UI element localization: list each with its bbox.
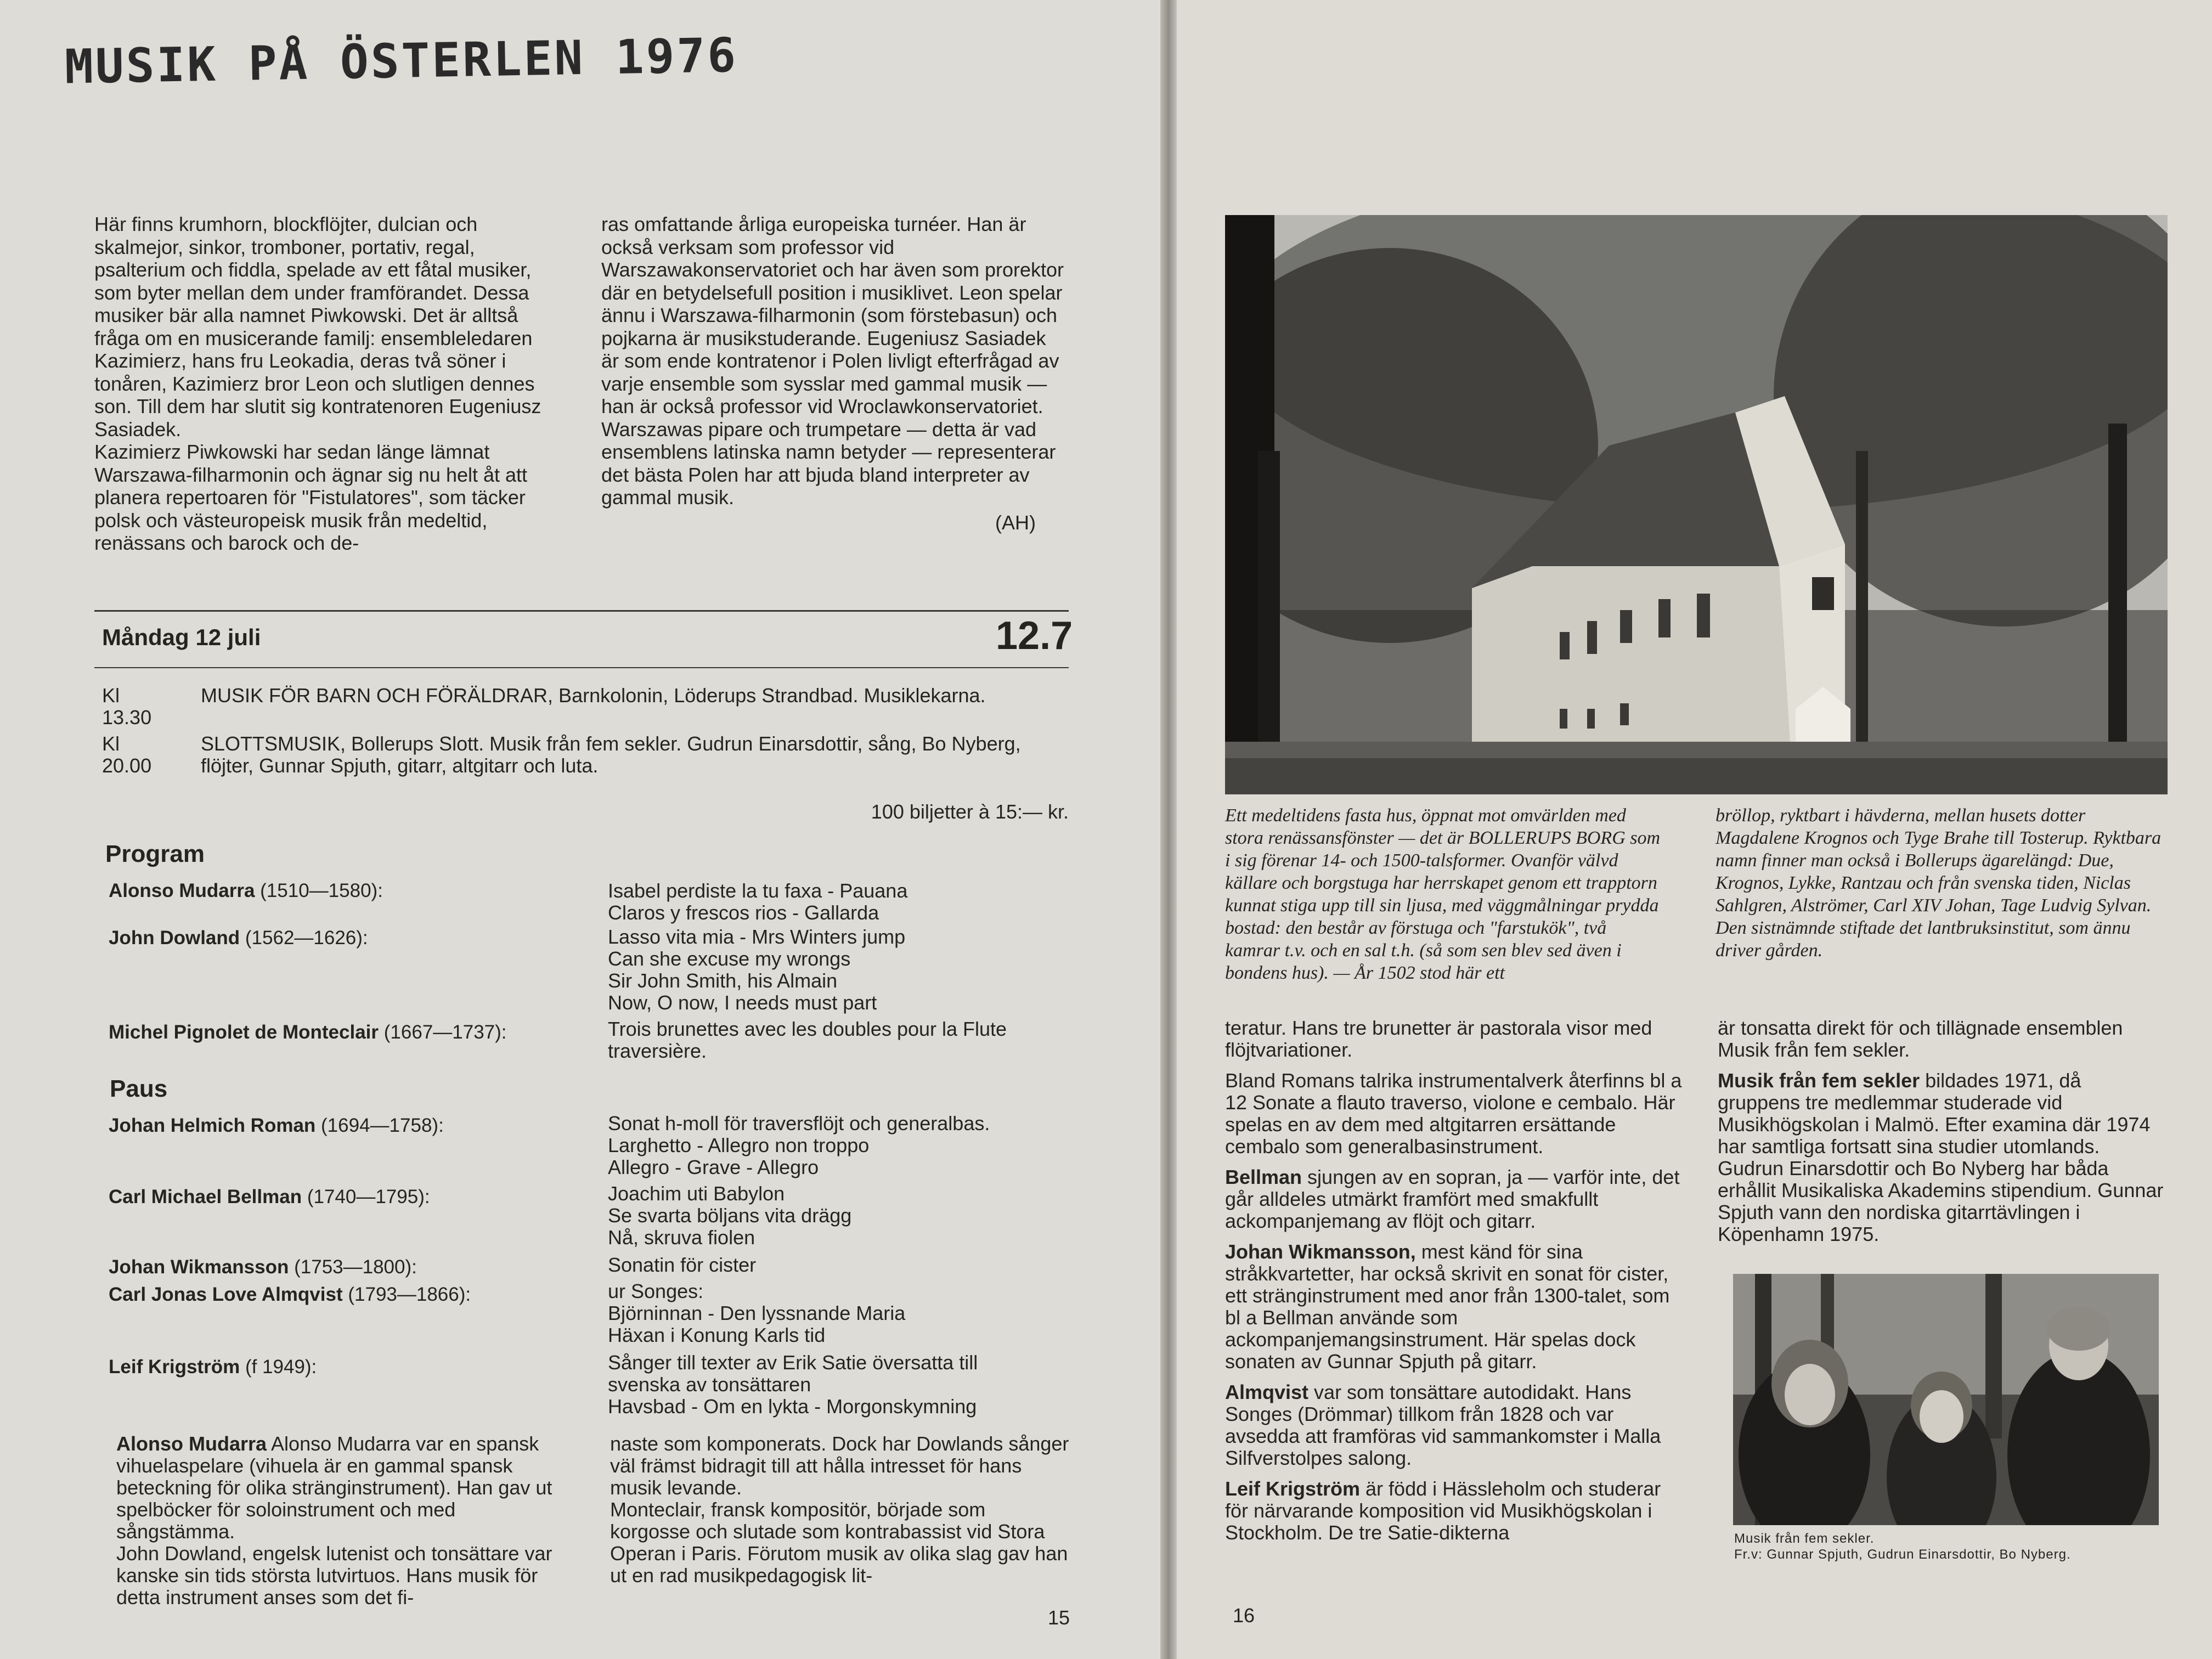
- event-description: SLOTTSMUSIK, Bollerups Slott. Musik från fem sekler. Gudrun Einarsdottir, sång, Bo Nyberg, flöjter, Gunnar Spjuth, gitarr, altgitarr och luta.: [201, 732, 1021, 777]
- composer-years: (1740—1795):: [307, 1186, 430, 1207]
- paragraph-lead: Almqvist: [1225, 1381, 1309, 1403]
- page-number: 15: [1048, 1606, 1070, 1629]
- note-paragraph: Monteclair, fransk kompositör, började som korgosse och slutade som kontrabassist vid Stora Operan i Paris. Förutom musik av olika slag gav han ut en rad musikpedagogisk lit-: [610, 1498, 1068, 1587]
- work-title: Nå, skruva fiolen: [608, 1226, 755, 1249]
- works-list: [608, 1352, 1080, 1418]
- composer-entry: [109, 1186, 430, 1208]
- castle-photo: [1225, 215, 2168, 794]
- composer-name: Alonso Mudarra: [109, 880, 255, 901]
- intro-paragraph: Kazimierz Piwkowski har sedan länge lämnat Warszawa-filharmonin och ägnar sig nu helt åt att planera repertoaren för "Fistulatores", som täcker polsk och västeuropeisk musik från medeltid, renässans och barock och de-: [94, 441, 528, 554]
- paragraph-text: var som tonsättare autodidakt. Hans Songes (Drömmar) tillkom från 1828 och var avsedda att framföras vid sammankomster i Malla Silfverstolpes salong.: [1225, 1381, 1661, 1469]
- works-list: [608, 1254, 1080, 1276]
- composer-entry: [109, 1356, 317, 1378]
- work-title: Lasso vita mia - Mrs Winters jump: [608, 926, 906, 948]
- works-list: [608, 1113, 1080, 1178]
- body-paragraph: [1225, 1381, 1684, 1469]
- work-title: Sonatin för cister: [608, 1254, 757, 1276]
- caption-line: Musik från fem sekler.: [1734, 1531, 1875, 1546]
- work-title: Now, O now, I needs must part: [608, 991, 877, 1014]
- work-title: Joachim uti Babylon: [608, 1182, 785, 1205]
- section-divider: [94, 610, 1069, 612]
- work-title: Havsbad - Om en lykta - Morgonskymning: [608, 1395, 977, 1418]
- paragraph-text: bildades 1971, då gruppens tre medlemmar studerade vid Musikhögskolan i Malmö. Efter examina där 1974 har samtliga fortsatt sina studier utomlands. Gudrun Einarsdottir och Bo Nyberg har båda erhållit Musikaliska Akademins stipendium. Gunnar Spjuth vann den nordiska gitarrtävlingen i Köpenhamn 1975.: [1718, 1069, 2164, 1245]
- paragraph-lead: Leif Krigström: [1225, 1477, 1361, 1500]
- work-title: Larghetto - Allegro non troppo: [608, 1134, 870, 1156]
- right-page: [1177, 0, 2212, 1659]
- composer-years: (1694—1758):: [321, 1115, 444, 1136]
- body-paragraph: [1225, 1166, 1684, 1232]
- notes-column-1: [116, 1433, 572, 1609]
- composer-entry: [109, 1115, 444, 1137]
- works-list: [608, 880, 1080, 924]
- composer-years: (1562—1626):: [245, 927, 368, 949]
- intro-paragraph: ras omfattande årliga europeiska turnéer. Han är också verksam som professor vid Warszawakonservatoriet och har även som prorektor där en betydelsefull position i musiklivet. Leon spelar ännu i Warszawa-filharmonin (som förstebasun) och pojkarna är musikstuderande. Eugeniusz Sasiadek är som ende kontratenor i Polen livligt efterfrågad av varje ensemble som sysslar med gammal musik — han är också professor vid Wroclawkonservatoriet.: [601, 213, 1064, 417]
- paragraph-text: sjungen av en sopran, ja — varför inte, det går alldeles utmärkt framfört med smakfullt ackompanjemang av flöjt och gitarr.: [1225, 1166, 1680, 1232]
- paragraph-text: mest känd för sina stråkkvartetter, har också skrivit en sonat för cister, ett stränginstrument med anor från 1300-talet, som bl a Bellman använde som ackompanjemangsinstrument. Här spelas dock sonaten av Gunnar Spjuth på gitarr.: [1225, 1240, 1670, 1373]
- composer-entry: [109, 927, 368, 949]
- paragraph-text: är tonsatta direkt för och tillägnade ensemblen Musik från fem sekler.: [1718, 1017, 2123, 1061]
- work-title: Allegro - Grave - Allegro: [608, 1156, 819, 1178]
- intro-paragraph: Warszawas pipare och trumpetare — detta är vad ensemblens latinska namn betyder — representerar det bästa Polen har att bjuda bland interpreter av gammal musik.: [601, 417, 1056, 509]
- page-number: 16: [1233, 1604, 1255, 1627]
- works-list: [608, 926, 1080, 1014]
- work-title: Trois brunettes avec les doubles pour la Flute: [608, 1018, 1007, 1040]
- note-paragraph: [116, 1433, 572, 1543]
- program-heading: Program: [105, 840, 205, 867]
- work-title: Häxan i Konung Karls tid: [608, 1324, 826, 1346]
- ensemble-photo-image: [1733, 1274, 2159, 1525]
- work-title: Sånger till texter av Erik Satie översatta till: [608, 1351, 978, 1374]
- note-lead: Alonso Mudarra: [116, 1432, 267, 1455]
- body-paragraph: [1225, 1070, 1684, 1158]
- work-title: traversière.: [608, 1040, 707, 1062]
- composer-name: Johan Wikmansson: [109, 1256, 289, 1278]
- note-text: Alonso Mudarra var en spansk vihuelaspelare (vihuela är en gammal spansk beteckning för olika stränginstrument). Han gav ut spelböcker för soloinstrument och med sångstämma.: [116, 1432, 552, 1543]
- composer-years: (1510—1580):: [260, 880, 383, 901]
- text-column-2: [1718, 1017, 2165, 1245]
- paragraph-text: är född i Hässleholm och studerar för närvarande komposition vid Musikhögskolan i Stockholm. De tre Satie-dikterna: [1225, 1477, 1661, 1544]
- composer-entry: [109, 1256, 417, 1278]
- paragraph-lead: Johan Wikmansson,: [1225, 1240, 1416, 1263]
- paragraph-text: teratur. Hans tre brunetter är pastorala visor med flöjtvariationer.: [1225, 1017, 1652, 1061]
- works-list: [608, 1280, 1080, 1346]
- event-time: Kl 20.00: [102, 732, 152, 777]
- ensemble-photo: [1733, 1274, 2159, 1525]
- composer-name: Carl Michael Bellman: [109, 1186, 302, 1207]
- work-title: Sonat h-moll för traversflöjt och generalbas.: [608, 1112, 990, 1135]
- work-title: Se svarta böljans vita drägg: [608, 1204, 852, 1227]
- handwritten-title: MUSIK PÅ ÖSTERLEN 1976: [64, 28, 738, 95]
- work-title: Isabel perdiste la tu faxa - Pauana: [608, 879, 908, 902]
- intro-paragraph: Här finns krumhorn, blockflöjter, dulcian och skalmejor, sinkor, tromboner, portativ, regal, psalterium och fiddla, spelade av ett fåtal musiker, som byter mellan dem under framförandet. Dessa musiker bär alla namnet Piwkowski. Det är alltså fråga om en musicerande familj: ensembleledaren Kazimierz, hans fru Leokadia, deras två söner i tonåren, Kazimierz bror Leon och slutligen dennes son. Till dem har slutit sig kontratenoren Eugeniusz Sasiadek.: [94, 213, 541, 441]
- composer-years: (1793—1866):: [348, 1284, 471, 1305]
- body-paragraph: [1225, 1478, 1684, 1544]
- paragraph-lead: Musik från fem sekler: [1718, 1069, 1920, 1092]
- note-paragraph: naste som komponerats. Dock har Dowlands sånger väl främst bidragit till att hålla intresset för hans musik levande.: [610, 1432, 1069, 1499]
- pause-heading: Paus: [110, 1075, 168, 1102]
- book-spine: [1160, 0, 1177, 1659]
- composer-name: Carl Jonas Love Almqvist: [109, 1284, 343, 1305]
- paragraph-lead: Bellman: [1225, 1166, 1302, 1188]
- work-title: Claros y frescos rios - Gallarda: [608, 901, 879, 924]
- event-description: MUSIK FÖR BARN OCH FÖRÄLDRAR, Barnkolonin, Löderups Strandbad. Musiklekarna.: [201, 684, 986, 707]
- work-title: Björninnan - Den lyssnande Maria: [608, 1302, 906, 1324]
- ticket-info: 100 biljetter à 15:— kr.: [871, 800, 1069, 823]
- composer-entry: [109, 1022, 507, 1043]
- event-date-number: 12.7: [996, 614, 1073, 658]
- photo-caption-column-1: Ett medeltidens fasta hus, öppnat mot omvärlden med stora renässansfönster — det är BOLLERUPS BORG som i sig förenar 14- och 1500-talsformer. Ovanför välvd källare och borgstuga har herrskapet genom ett trapptorn kunnat stiga upp till sin ljusa, med väggmålningar prydda bostad: den består av förstuga och "farstukök", två kamrar t.v. och en sal t.h. (så som sen blev sed även i bondens hus). — År 1502 stod här ett: [1225, 805, 1661, 983]
- author-signature: (AH): [995, 511, 1036, 534]
- body-paragraph: [1718, 1017, 2165, 1061]
- body-paragraph: [1225, 1241, 1684, 1373]
- paragraph-text: Bland Romans talrika instrumentalverk återfinns bl a 12 Sonate a flauto traverso, violone e cembalo. Här spelas en av dem med altgitarren ersättande cembalo som generalbasinstrument.: [1225, 1069, 1682, 1158]
- work-title: Sir John Smith, his Almain: [608, 969, 838, 992]
- composer-years: (1667—1737):: [383, 1022, 507, 1043]
- work-title: Can she excuse my wrongs: [608, 947, 851, 970]
- event-time: Kl 13.30: [102, 684, 152, 729]
- composer-entry: [109, 880, 383, 902]
- castle-photo-image: [1225, 215, 2168, 794]
- composer-name: Leif Krigström: [109, 1356, 240, 1378]
- ensemble-photo-caption: [1734, 1531, 2162, 1562]
- composer-entry: [109, 1284, 471, 1306]
- intro-column-1: [94, 213, 567, 555]
- work-title: svenska av tonsättaren: [608, 1373, 811, 1396]
- notes-column-2: [610, 1433, 1071, 1587]
- text-column-1: [1225, 1017, 1684, 1544]
- works-list: [608, 1183, 1080, 1249]
- intro-column-2: [601, 213, 1069, 534]
- section-divider: [94, 667, 1069, 668]
- event-date-label: Måndag 12 juli: [102, 624, 261, 650]
- caption-line: Fr.v: Gunnar Spjuth, Gudrun Einarsdottir, Bo Nyberg.: [1734, 1547, 2071, 1562]
- photo-caption-column-2: bröllop, ryktbart i hävderna, mellan husets dotter Magdalene Krognos och Tyge Brahe till Tosterup. Ryktbara namn finner man också i Bollerups ägarelängd: Due, Krognos, Lykke, Rantzau och från svenska tiden, Niclas Sahlgren, Alströmer, Carl XIV Johan, Tage Ludvig Sylvan. Den sistnämnde stiftade det lantbruksinstitut, som ännu driver gården.: [1716, 805, 2162, 961]
- note-paragraph: John Dowland, engelsk lutenist och tonsättare var kanske sin tids största lutvirtuos. Hans musik för detta instrument anses som det fi-: [116, 1542, 552, 1609]
- body-paragraph: [1718, 1070, 2165, 1245]
- composer-years: (1753—1800):: [294, 1256, 417, 1278]
- work-title: ur Songes:: [608, 1280, 704, 1302]
- body-paragraph: [1225, 1017, 1684, 1061]
- composer-name: Michel Pignolet de Monteclair: [109, 1022, 379, 1043]
- composer-years: (f 1949):: [245, 1356, 317, 1378]
- composer-name: John Dowland: [109, 927, 240, 949]
- composer-name: Johan Helmich Roman: [109, 1115, 316, 1136]
- works-list: [608, 1018, 1080, 1062]
